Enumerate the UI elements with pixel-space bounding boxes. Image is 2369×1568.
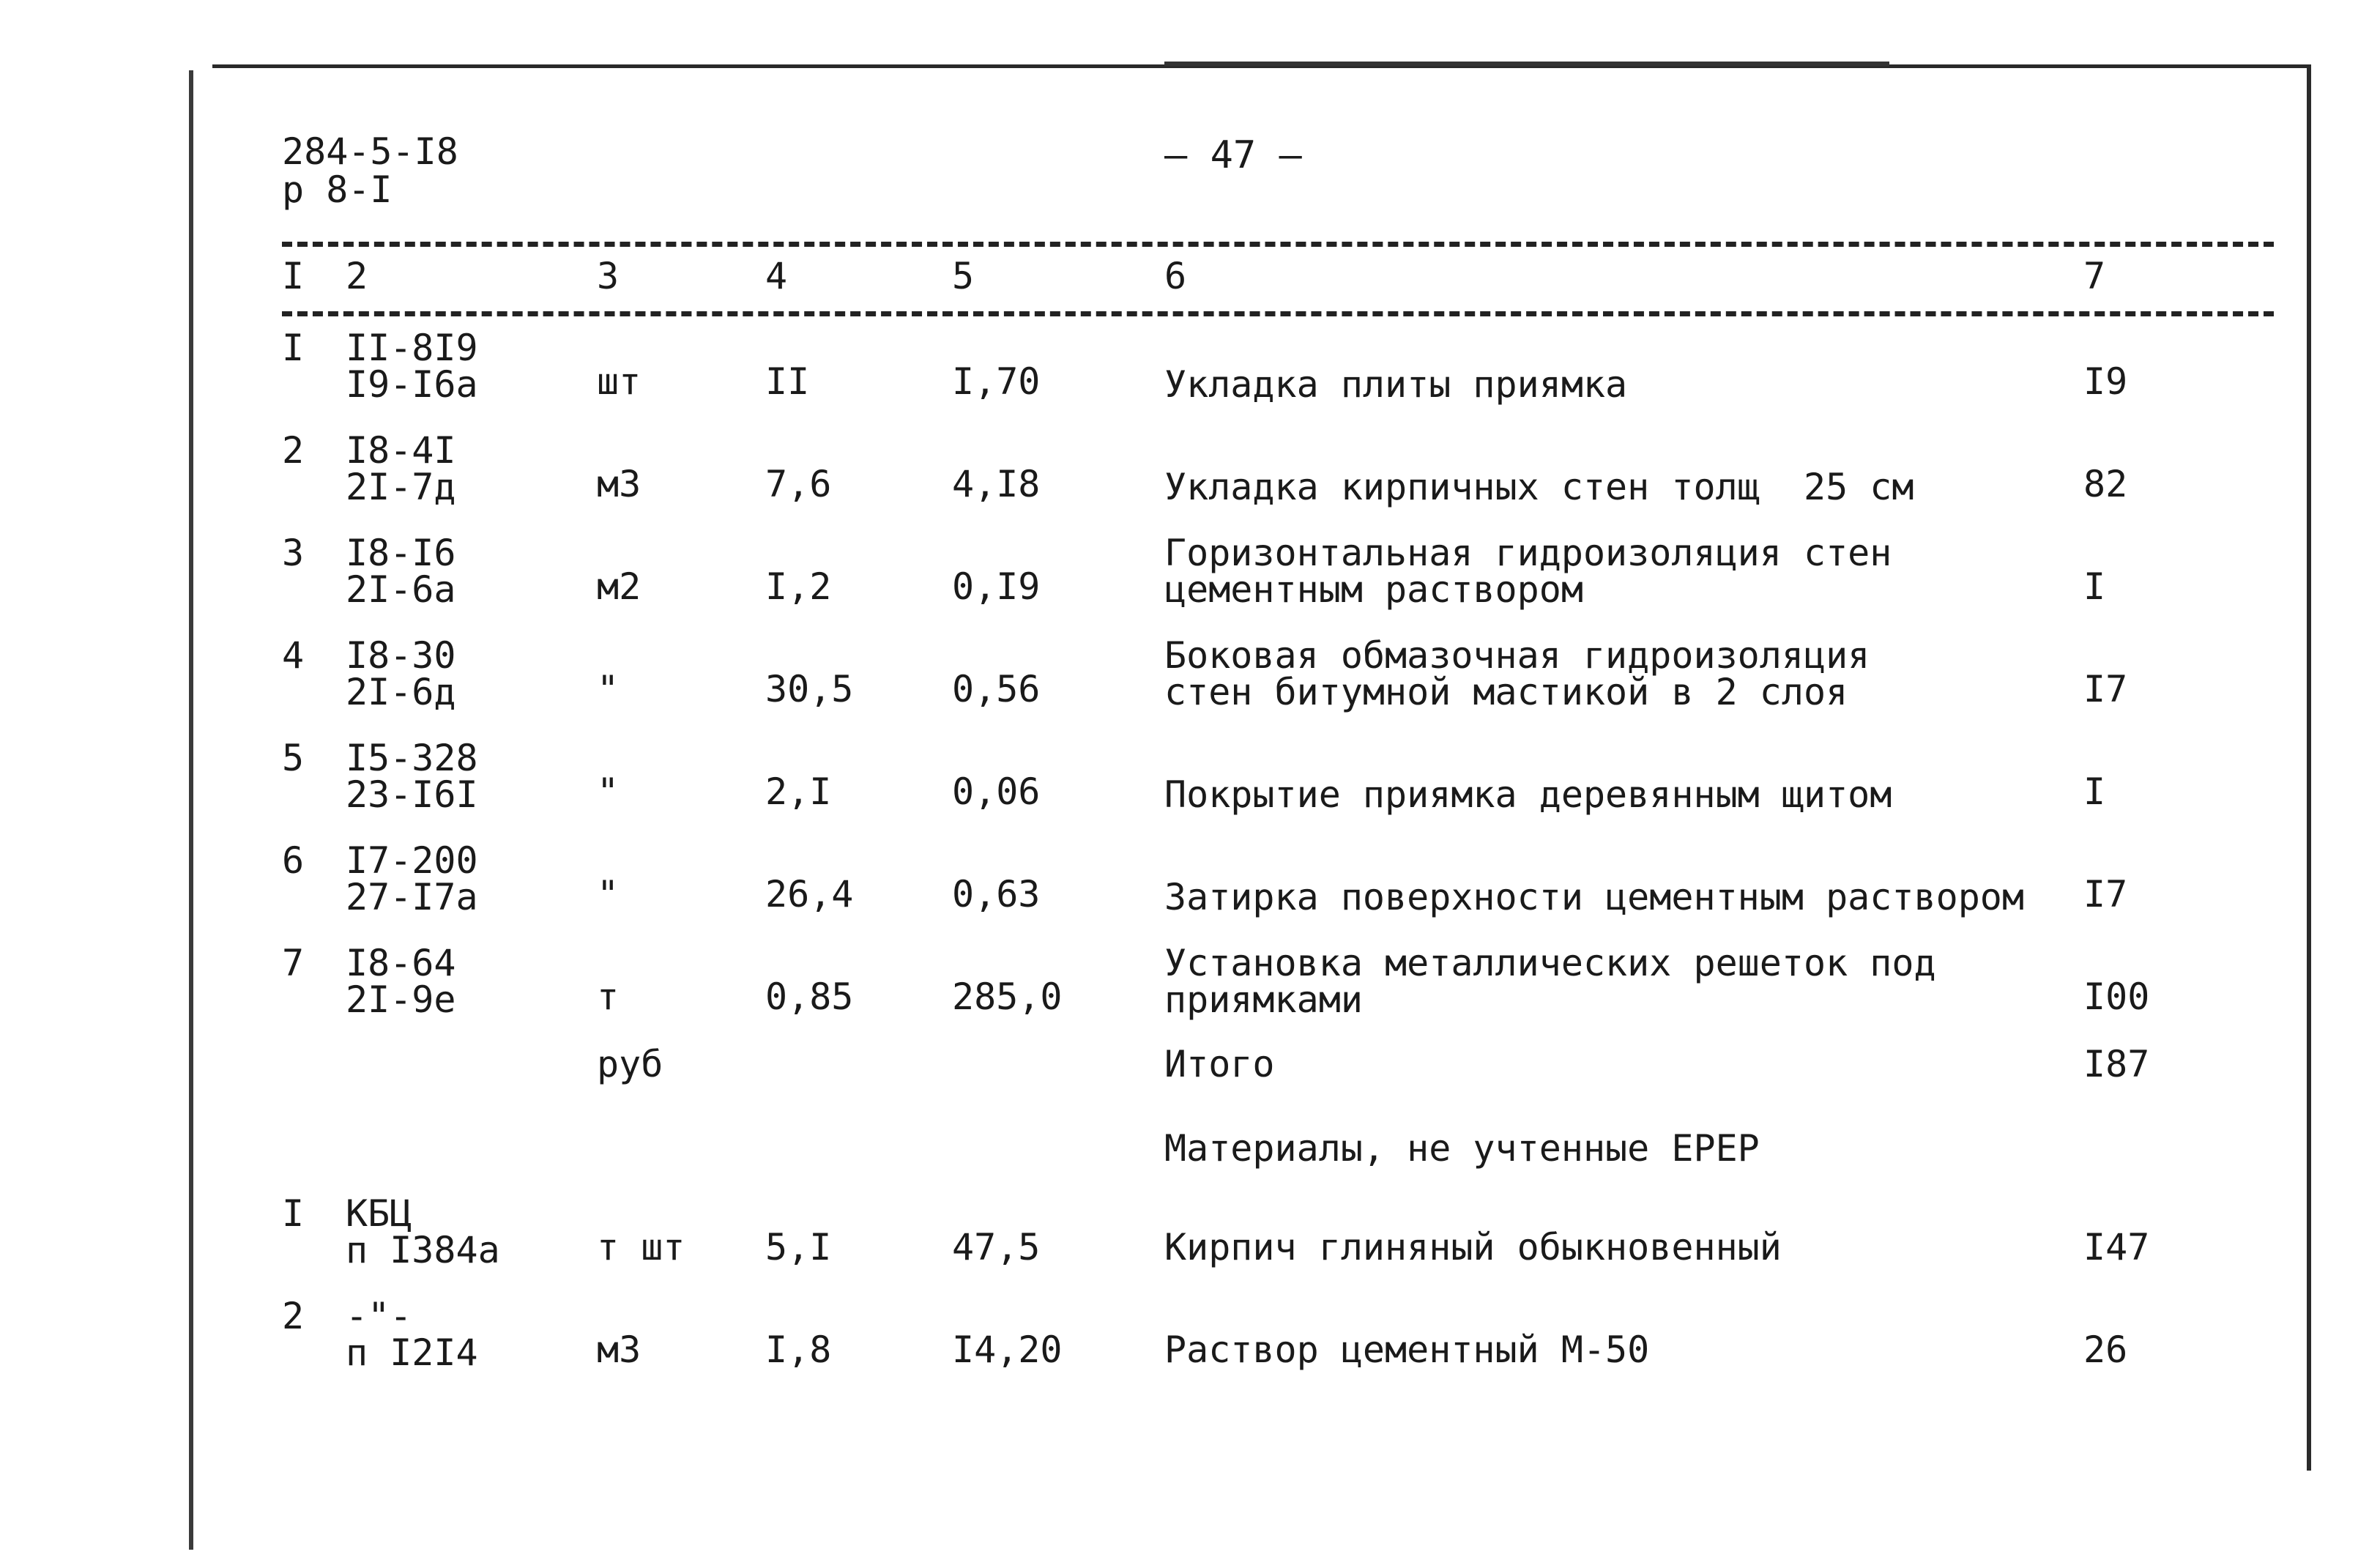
row-description [1164,432,1914,508]
row-number: 5 [282,737,305,779]
row-code-line1: I8-4I [346,429,456,472]
row-code-line2: 2I-9е [346,978,456,1021]
material-code-line2: п I2I4 [346,1331,478,1374]
row-unit: м3 [597,463,641,505]
material-description: Раствор цементный М-50 [1164,1329,1650,1371]
material-total: I47 [2083,1226,2150,1268]
materials-heading: Материалы, не учтенные ЕРЕР [1164,1127,1760,1170]
material-total: 26 [2083,1329,2128,1371]
column-header-3: 3 [597,255,620,297]
row-description-line2: стен битумной мастикой в 2 слоя [1164,671,1848,713]
row-code [346,429,456,508]
row-code [346,532,456,611]
row-description-line1 [1164,330,1627,366]
material-code [346,1192,500,1271]
row-number: 4 [282,634,305,677]
row-code-line1: I8-I6 [346,532,456,574]
row-price: I,70 [952,360,1041,403]
column-header-4: 4 [765,255,788,297]
row-total: I00 [2083,976,2150,1018]
material-code-line1: КБЦ [346,1192,412,1235]
row-unit: т [597,976,620,1018]
row-unit: " [597,873,620,915]
row-description-line2: Затирка поверхности цементным раствором [1164,876,2024,918]
row-description-line1 [1164,432,1914,469]
row-quantity: II [765,360,810,403]
column-header-2: 2 [346,255,368,297]
row-description-line2: Покрытие приямка деревянным щитом [1164,773,1892,816]
page-frame-left [189,70,193,1550]
row-description [1164,330,1628,406]
material-quantity: I,8 [765,1329,832,1371]
material-code [346,1295,478,1374]
row-number: I [282,327,305,369]
row-description-line2: Укладка кирпичных стен толщ 25 см [1164,466,1914,508]
row-unit: " [597,668,620,710]
row-number: 6 [282,839,305,882]
document-code [282,130,458,211]
material-unit: т шт [597,1226,685,1268]
table-header-rule-bottom [282,311,2274,316]
material-number: I [282,1192,305,1235]
row-unit: шт [597,360,641,403]
row-total: I [2083,565,2106,608]
material-unit: м3 [597,1329,641,1371]
material-price: 47,5 [952,1226,1041,1268]
material-code-line2: п I384а [346,1229,500,1271]
row-number: 3 [282,532,305,574]
material-price: I4,20 [952,1329,1063,1371]
page-frame-top-segment [1164,62,1889,66]
row-code-line2: 2I-6д [346,671,456,713]
column-header-5: 5 [952,255,975,297]
row-description-line2: цементным раствором [1164,568,1583,611]
row-description [1164,842,2024,918]
row-code [346,839,478,918]
row-total: 82 [2083,463,2128,505]
row-code-line2: 23-I6I [346,773,478,816]
row-code-line1: I5-328 [346,737,478,779]
row-description [1164,634,1870,713]
row-description-line1: Боковая обмазочная гидроизоляция [1164,634,1870,677]
row-description-line2: приямками [1164,978,1363,1021]
document-code-line2: р 8-I [282,168,393,211]
row-unit: м2 [597,565,641,608]
column-header-1: I [282,255,305,297]
row-quantity: I,2 [765,565,832,608]
row-price: 0,56 [952,668,1041,710]
row-quantity: 26,4 [765,873,854,915]
row-unit: " [597,770,620,813]
subtotal-unit: руб [597,1043,663,1085]
row-quantity: 0,85 [765,976,854,1018]
column-header-6: 6 [1164,255,1187,297]
row-total: I [2083,770,2106,813]
row-total: I9 [2083,360,2128,403]
row-description [1164,740,1892,816]
subtotal-total: I87 [2083,1043,2150,1085]
row-description-line1 [1164,740,1892,776]
row-description-line1 [1164,842,2024,879]
material-code-line1: -"- [346,1295,412,1337]
row-price: 0,06 [952,770,1041,813]
page-number: — 47 — [1164,133,1302,177]
row-description-line2: Укладка плиты приямка [1164,363,1628,406]
row-price: 4,I8 [952,463,1041,505]
row-price: 0,63 [952,873,1041,915]
row-code-line1: I8-30 [346,634,456,677]
row-code-line1: II-8I9 [346,327,478,369]
page-frame-right [2307,64,2311,1471]
row-total: I7 [2083,873,2128,915]
row-description-line1: Горизонтальная гидроизоляция стен [1164,532,1892,574]
material-description: Кирпич глиняный обыкновенный [1164,1226,1782,1268]
row-description-line1: Установка металлических решеток под [1164,942,1936,984]
document-code-line1: 284-5-I8 [282,130,458,173]
material-number: 2 [282,1295,305,1337]
row-description [1164,942,1936,1021]
column-header-7: 7 [2083,255,2106,297]
row-code-line2: 2I-7д [346,466,456,508]
material-quantity: 5,I [765,1226,832,1268]
row-code [346,327,478,406]
row-code-line2: 27-I7а [346,876,478,918]
row-description [1164,532,1892,611]
subtotal-label: Итого [1164,1043,1275,1085]
row-number: 7 [282,942,305,984]
row-price: 285,0 [952,976,1063,1018]
row-price: 0,I9 [952,565,1041,608]
row-code [346,942,456,1021]
row-quantity: 2,I [765,770,832,813]
table-header-rule-top [282,242,2274,247]
row-quantity: 7,6 [765,463,832,505]
row-total: I7 [2083,668,2128,710]
row-code-line2: I9-I6а [346,363,478,406]
row-number: 2 [282,429,305,472]
row-code [346,737,478,816]
row-code-line1: I8-64 [346,942,456,984]
row-code [346,634,456,713]
row-code-line1: I7-200 [346,839,478,882]
row-quantity: 30,5 [765,668,854,710]
row-code-line2: 2I-6а [346,568,456,611]
